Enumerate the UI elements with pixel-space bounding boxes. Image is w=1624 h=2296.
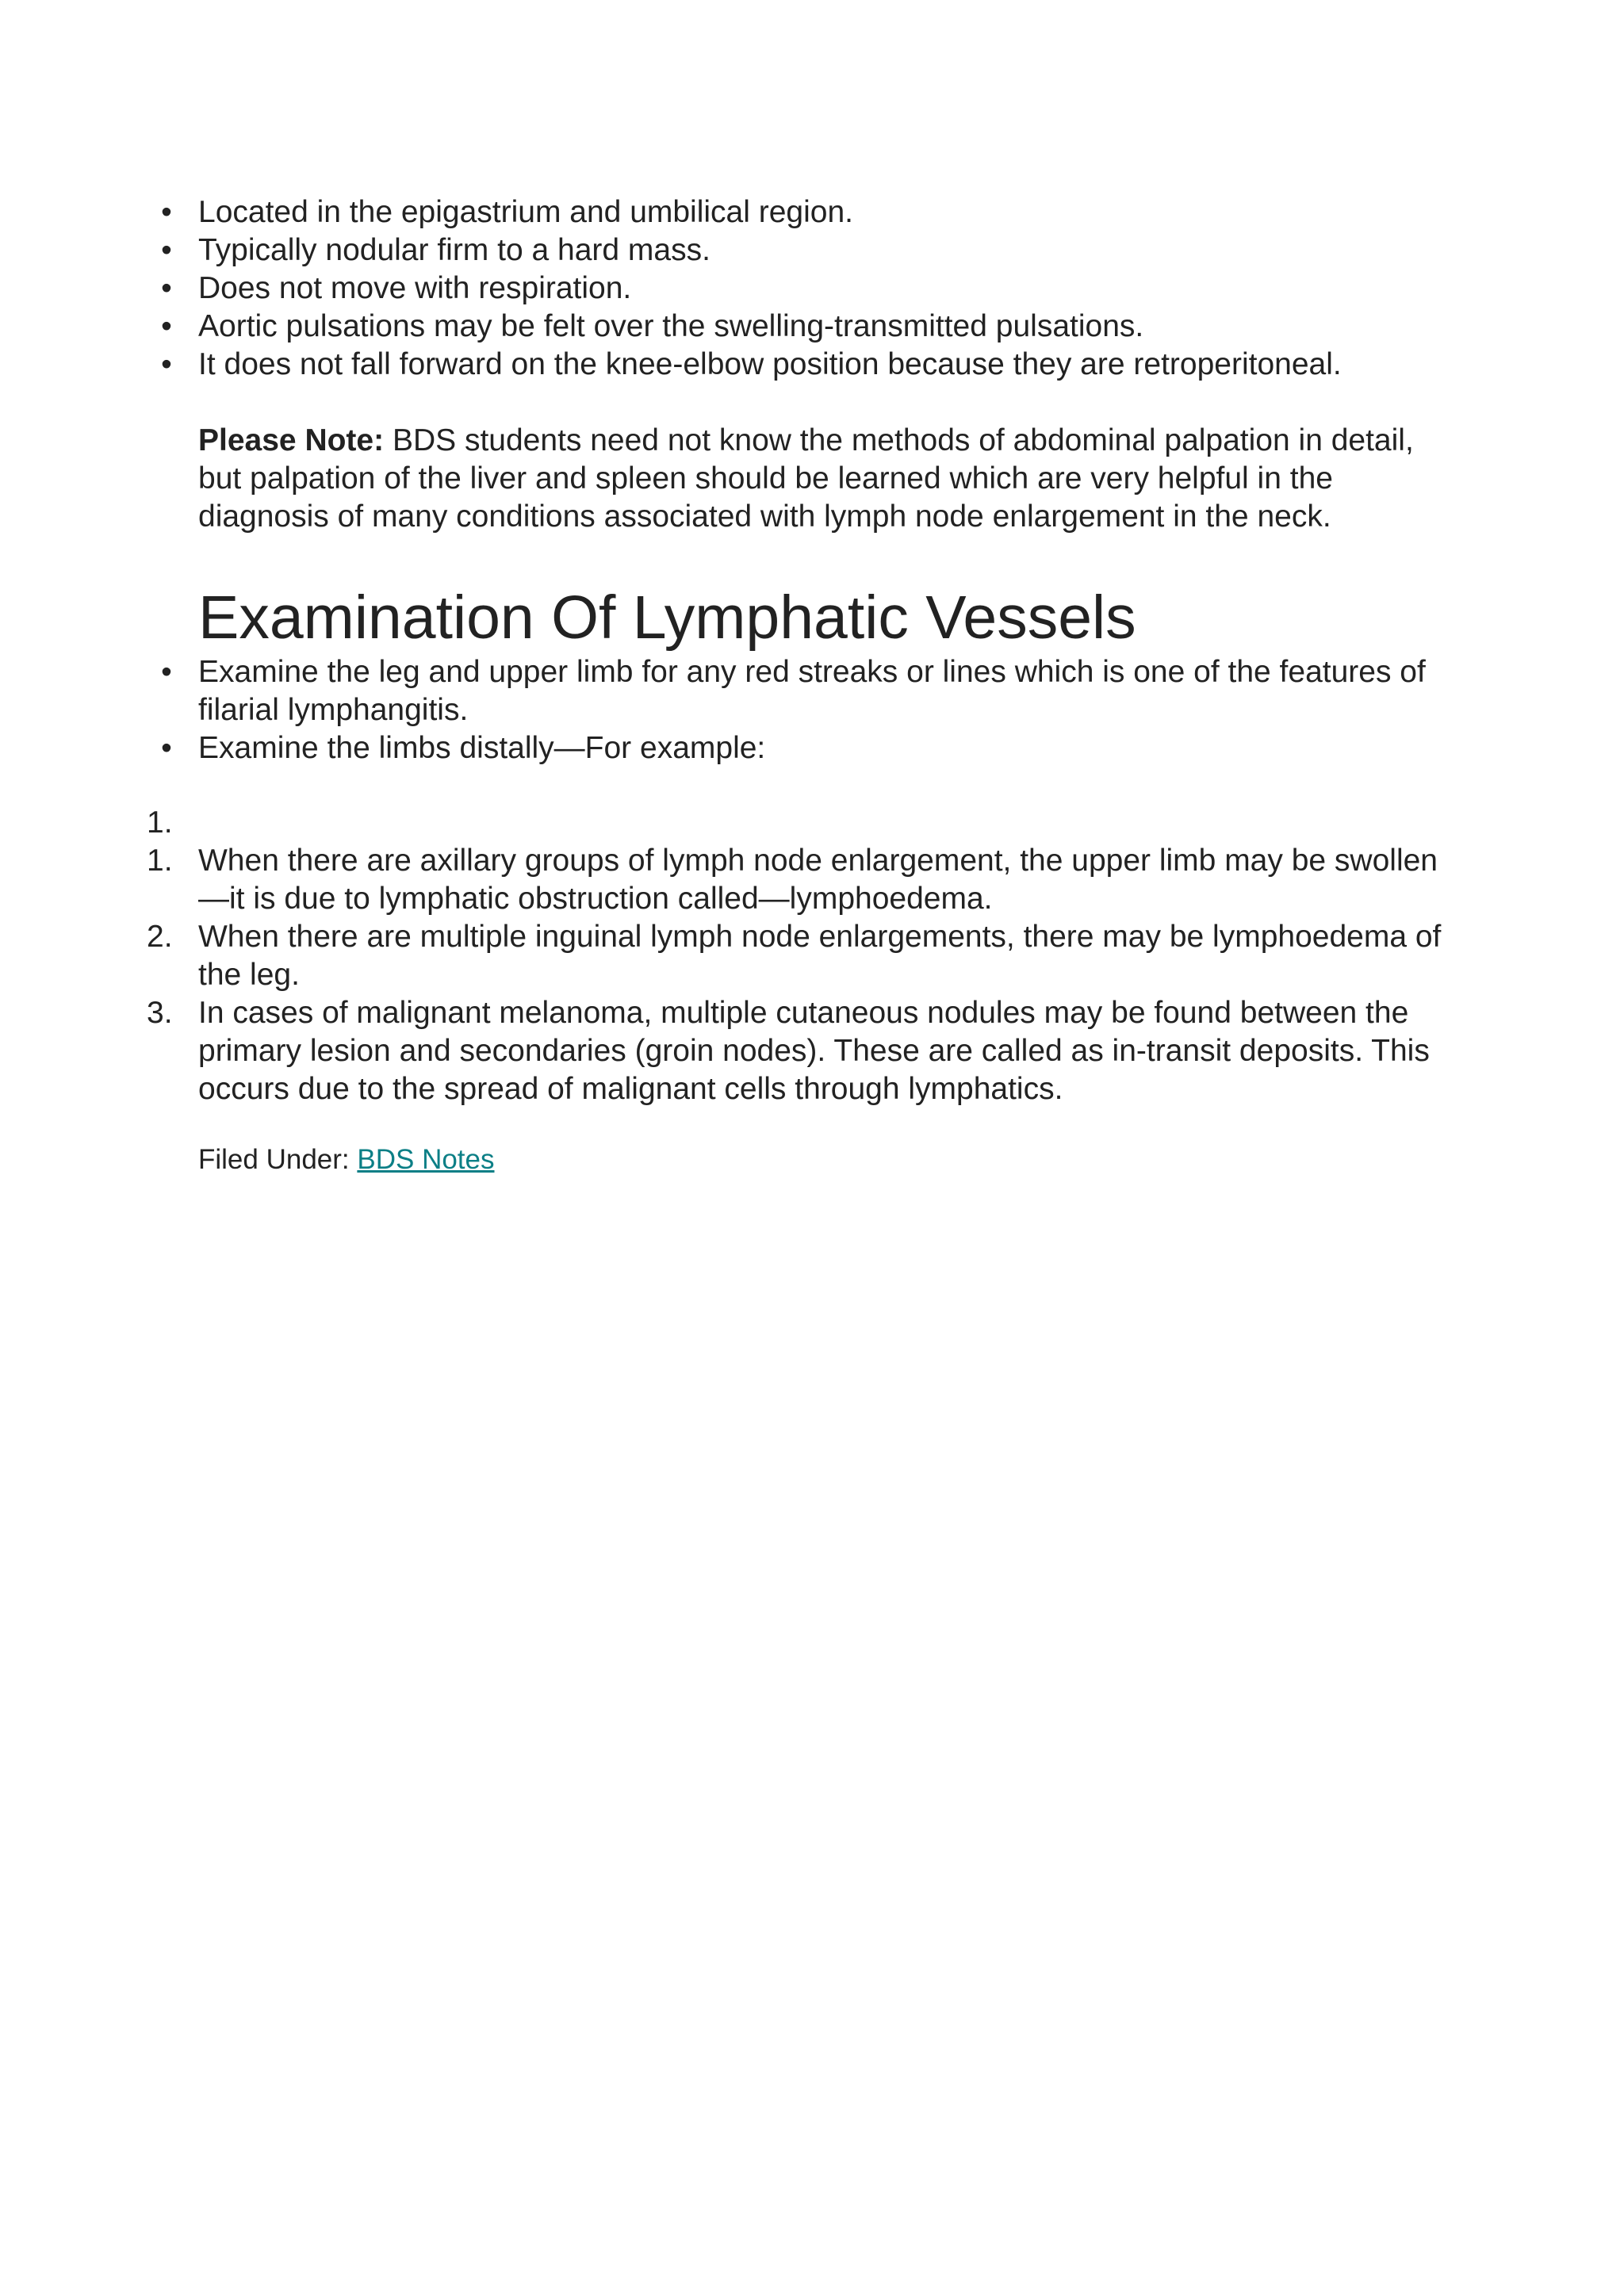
item-number: 3. — [147, 996, 173, 1030]
list-item: • Typically nodular firm to a hard mass. — [198, 232, 1443, 270]
section-heading: Examination Of Lymphatic Vessels — [198, 584, 1136, 652]
category-link[interactable]: BDS Notes — [357, 1144, 495, 1175]
bullet-icon: • — [161, 347, 172, 381]
numbered-item: 1. When there are axillary groups of lymph node enlargement, the upper limb may be swollen —it is due to lymphatic obstruction called—lymphoedema. — [147, 844, 1438, 916]
item-number: 1. — [147, 844, 173, 878]
bullet-icon: • — [161, 233, 172, 267]
list-item: • Located in the epigastrium and umbilical region. — [198, 193, 1443, 232]
note-label: Please Note: — [198, 423, 385, 457]
filed-under-label: Filed Under: — [198, 1144, 358, 1175]
item-number: 1. — [147, 806, 173, 840]
numbered-item: 3. In cases of malignant melanoma, multiple cutaneous nodules may be found between the primary lesion and secondaries (groin nodes). These are called as in-transit deposits. This occurs due to the spread of malignant cells through lymphatics. — [147, 996, 1430, 1106]
numbered-item: 2. When there are multiple inguinal lymph node enlargements, there may be lymphoedema of the leg. — [147, 920, 1442, 992]
bullet-icon: • — [161, 731, 172, 765]
bullet-icon: • — [161, 309, 172, 343]
list-item: • Aortic pulsations may be felt over the swelling-transmitted pulsations. — [198, 308, 1443, 346]
item-number: 2. — [147, 920, 173, 954]
numbered-item — [147, 804, 1443, 842]
list-item: • It does not fall forward on the knee-elbow position because they are retroperitoneal. — [198, 346, 1443, 384]
features-list — [161, 193, 1443, 384]
filed-under — [198, 1143, 1443, 1177]
lymphatic-vessels-list — [161, 653, 1443, 767]
article-content — [147, 193, 1443, 1177]
note-text: BDS students need not know the methods of abdominal palpation in detail, but palpation of the liver and spleen should be learned which are very helpful in the diagnosis of many conditions associated with lymph node enlargement in the neck. — [198, 423, 1414, 534]
examples-numbered-list — [147, 804, 1443, 1108]
please-note-paragraph — [198, 422, 1443, 536]
list-item: • Examine the leg and upper limb for any red streaks or lines which is one of the features of filarial lymphangitis. — [198, 653, 1443, 729]
list-item: • Examine the limbs distally—For example: — [198, 729, 1443, 767]
bullet-icon: • — [161, 271, 172, 305]
bullet-icon: • — [161, 195, 172, 229]
bullet-icon: • — [161, 655, 172, 689]
list-item: • Does not move with respiration. — [198, 270, 1443, 308]
